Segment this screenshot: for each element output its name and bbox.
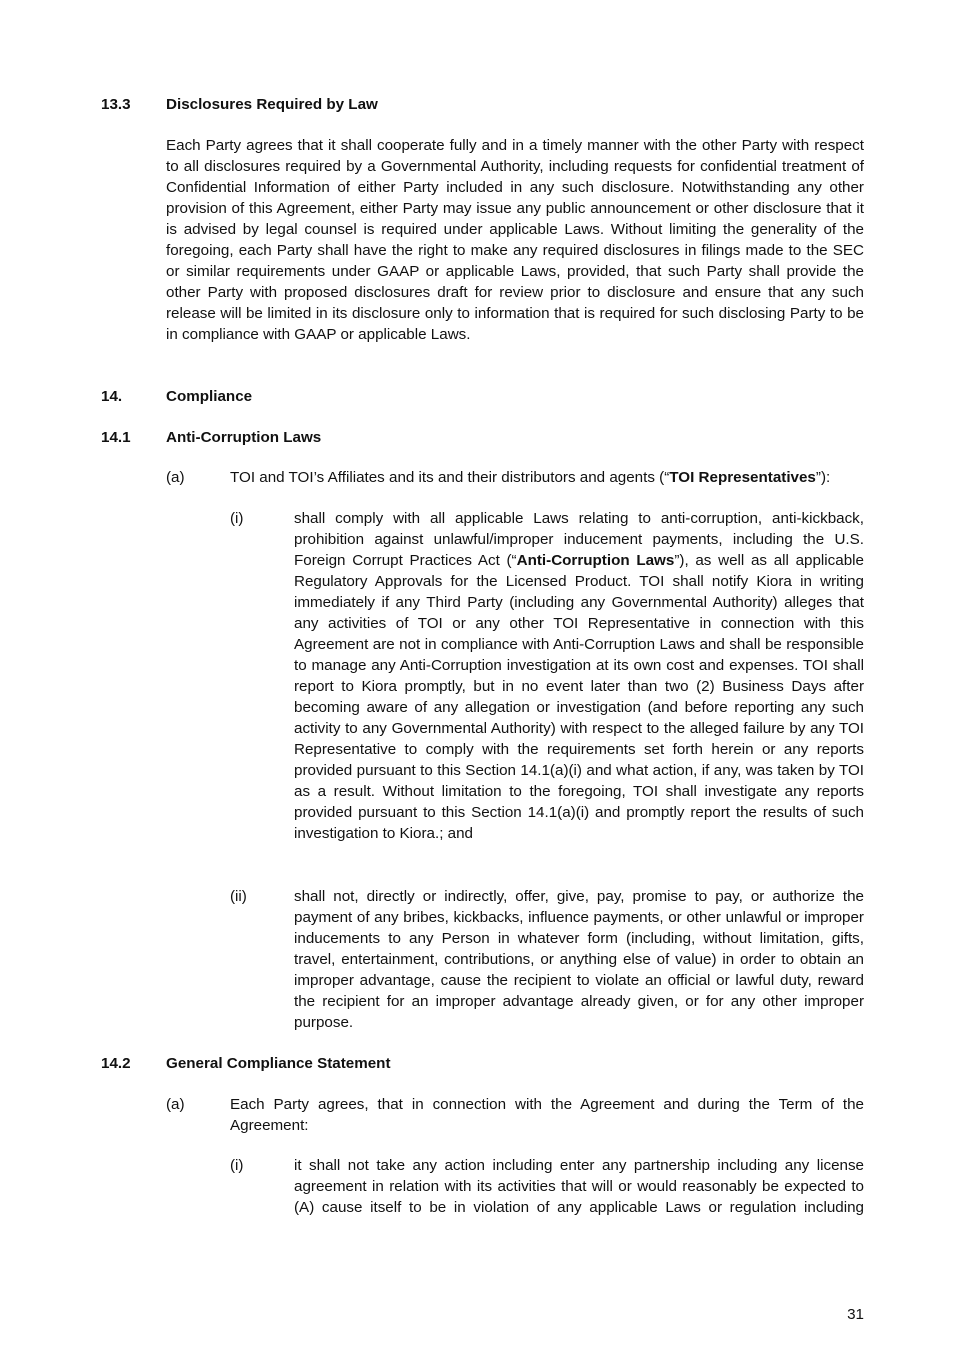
clause-label: (a) (166, 469, 185, 486)
section-heading: General Compliance Statement (166, 1055, 391, 1072)
subclause-text: shall comply with all applicable Laws relating to anti-corruption, anti-kickback, prohibition against unlawful/improper inducement payments, including the U.S. Foreign Corrupt Practices Act (“Anti-Corruption Laws”), as well as all applicable Regulatory Approvals for the Licensed Product. TOI shall notify Kiora in writing immediately if any Third Party (including any Governmental Authority) alleges that any activities of TOI or any other TOI Representative in connection with this Agreement are not in compliance with Anti-Corruption Laws and shall be responsible to manage any Anti-Corruption investigation at its own cost and expenses. TOI shall report to Kiora promptly, but in no event later than two (2) Business Days after becoming aware of any allegation or investigation (and before reporting any such activity to any Governmental Authority) with respect to the alleged failure by any TOI Representative to comply with the requirements set forth herein or any reports provided pursuant to this Section 14.1(a)(i) and what action, if any, was taken by TOI as a result. Without limitation to the foregoing, TOI shall investigate any reports provided pursuant to this Section 14.1(a)(i) and promptly report the results of such investigation to Kiora.; and (294, 510, 864, 842)
clause-text: TOI and TOI’s Affiliates and its and their distributors and agents (“TOI Representatives”): (230, 469, 831, 486)
subclause-label: (i) (230, 510, 244, 527)
section-body: Each Party agrees that it shall cooperate fully and in a timely manner with the other Party with respect to all disclosures required by a Governmental Authority, including requests for confidential treatment of Confidential Information of either Party included in any such disclosure. Notwithstanding any other provision of this Agreement, either Party may issue any public announcement or other disclosure that it is advised by legal counsel is required under applicable Laws. Without limiting the generality of the foregoing, each Party shall have the right to make any required disclosures in filings made to the SEC or similar requirements under GAAP or applicable Laws, provided, that such Party shall provide the other Party with proposed disclosures draft for review prior to disclosure and ensure that any such release will be limited in its disclosure only to information that is required for such disclosing Party to be in compliance with GAAP or applicable Laws. (166, 137, 864, 343)
subclause-label: (i) (230, 1157, 244, 1174)
section-number: 13.3 (101, 96, 131, 113)
subclause-label: (ii) (230, 888, 247, 905)
section-heading: Anti-Corruption Laws (166, 429, 322, 446)
section-number: 14. (101, 388, 123, 405)
clause-label: (a) (166, 1096, 185, 1113)
section-number: 14.2 (101, 1055, 131, 1072)
section-number: 14.1 (101, 429, 131, 446)
page-number: 31 (847, 1306, 864, 1323)
subclause-text: shall not, directly or indirectly, offer, give, pay, promise to pay, or authorize the payment of any bribes, kickbacks, influence payments, or other unlawful or improper inducements to any Person in whatever form (including, without limitation, gifts, travel, entertainment, contributions, or anything else of value) in order to obtain an improper advantage, cause the recipient to violate an official or lawful duty, reward the recipient for an improper advantage already given, or for any other improper purpose. (294, 888, 864, 1031)
subclause-text: it shall not take any action including enter any partnership including any license agreement in relation with its activities that will or would reasonably be expected to (A) cause itself to be in violation of any applicable Laws or regulation including (294, 1157, 864, 1216)
defined-term: TOI Representatives (669, 469, 816, 486)
clause-text: Each Party agrees, that in connection with the Agreement and during the Term of the Agreement: (230, 1096, 864, 1134)
section-heading: Compliance (166, 388, 253, 405)
defined-term: Anti-Corruption Laws (516, 552, 675, 569)
section-heading: Disclosures Required by Law (166, 96, 378, 113)
